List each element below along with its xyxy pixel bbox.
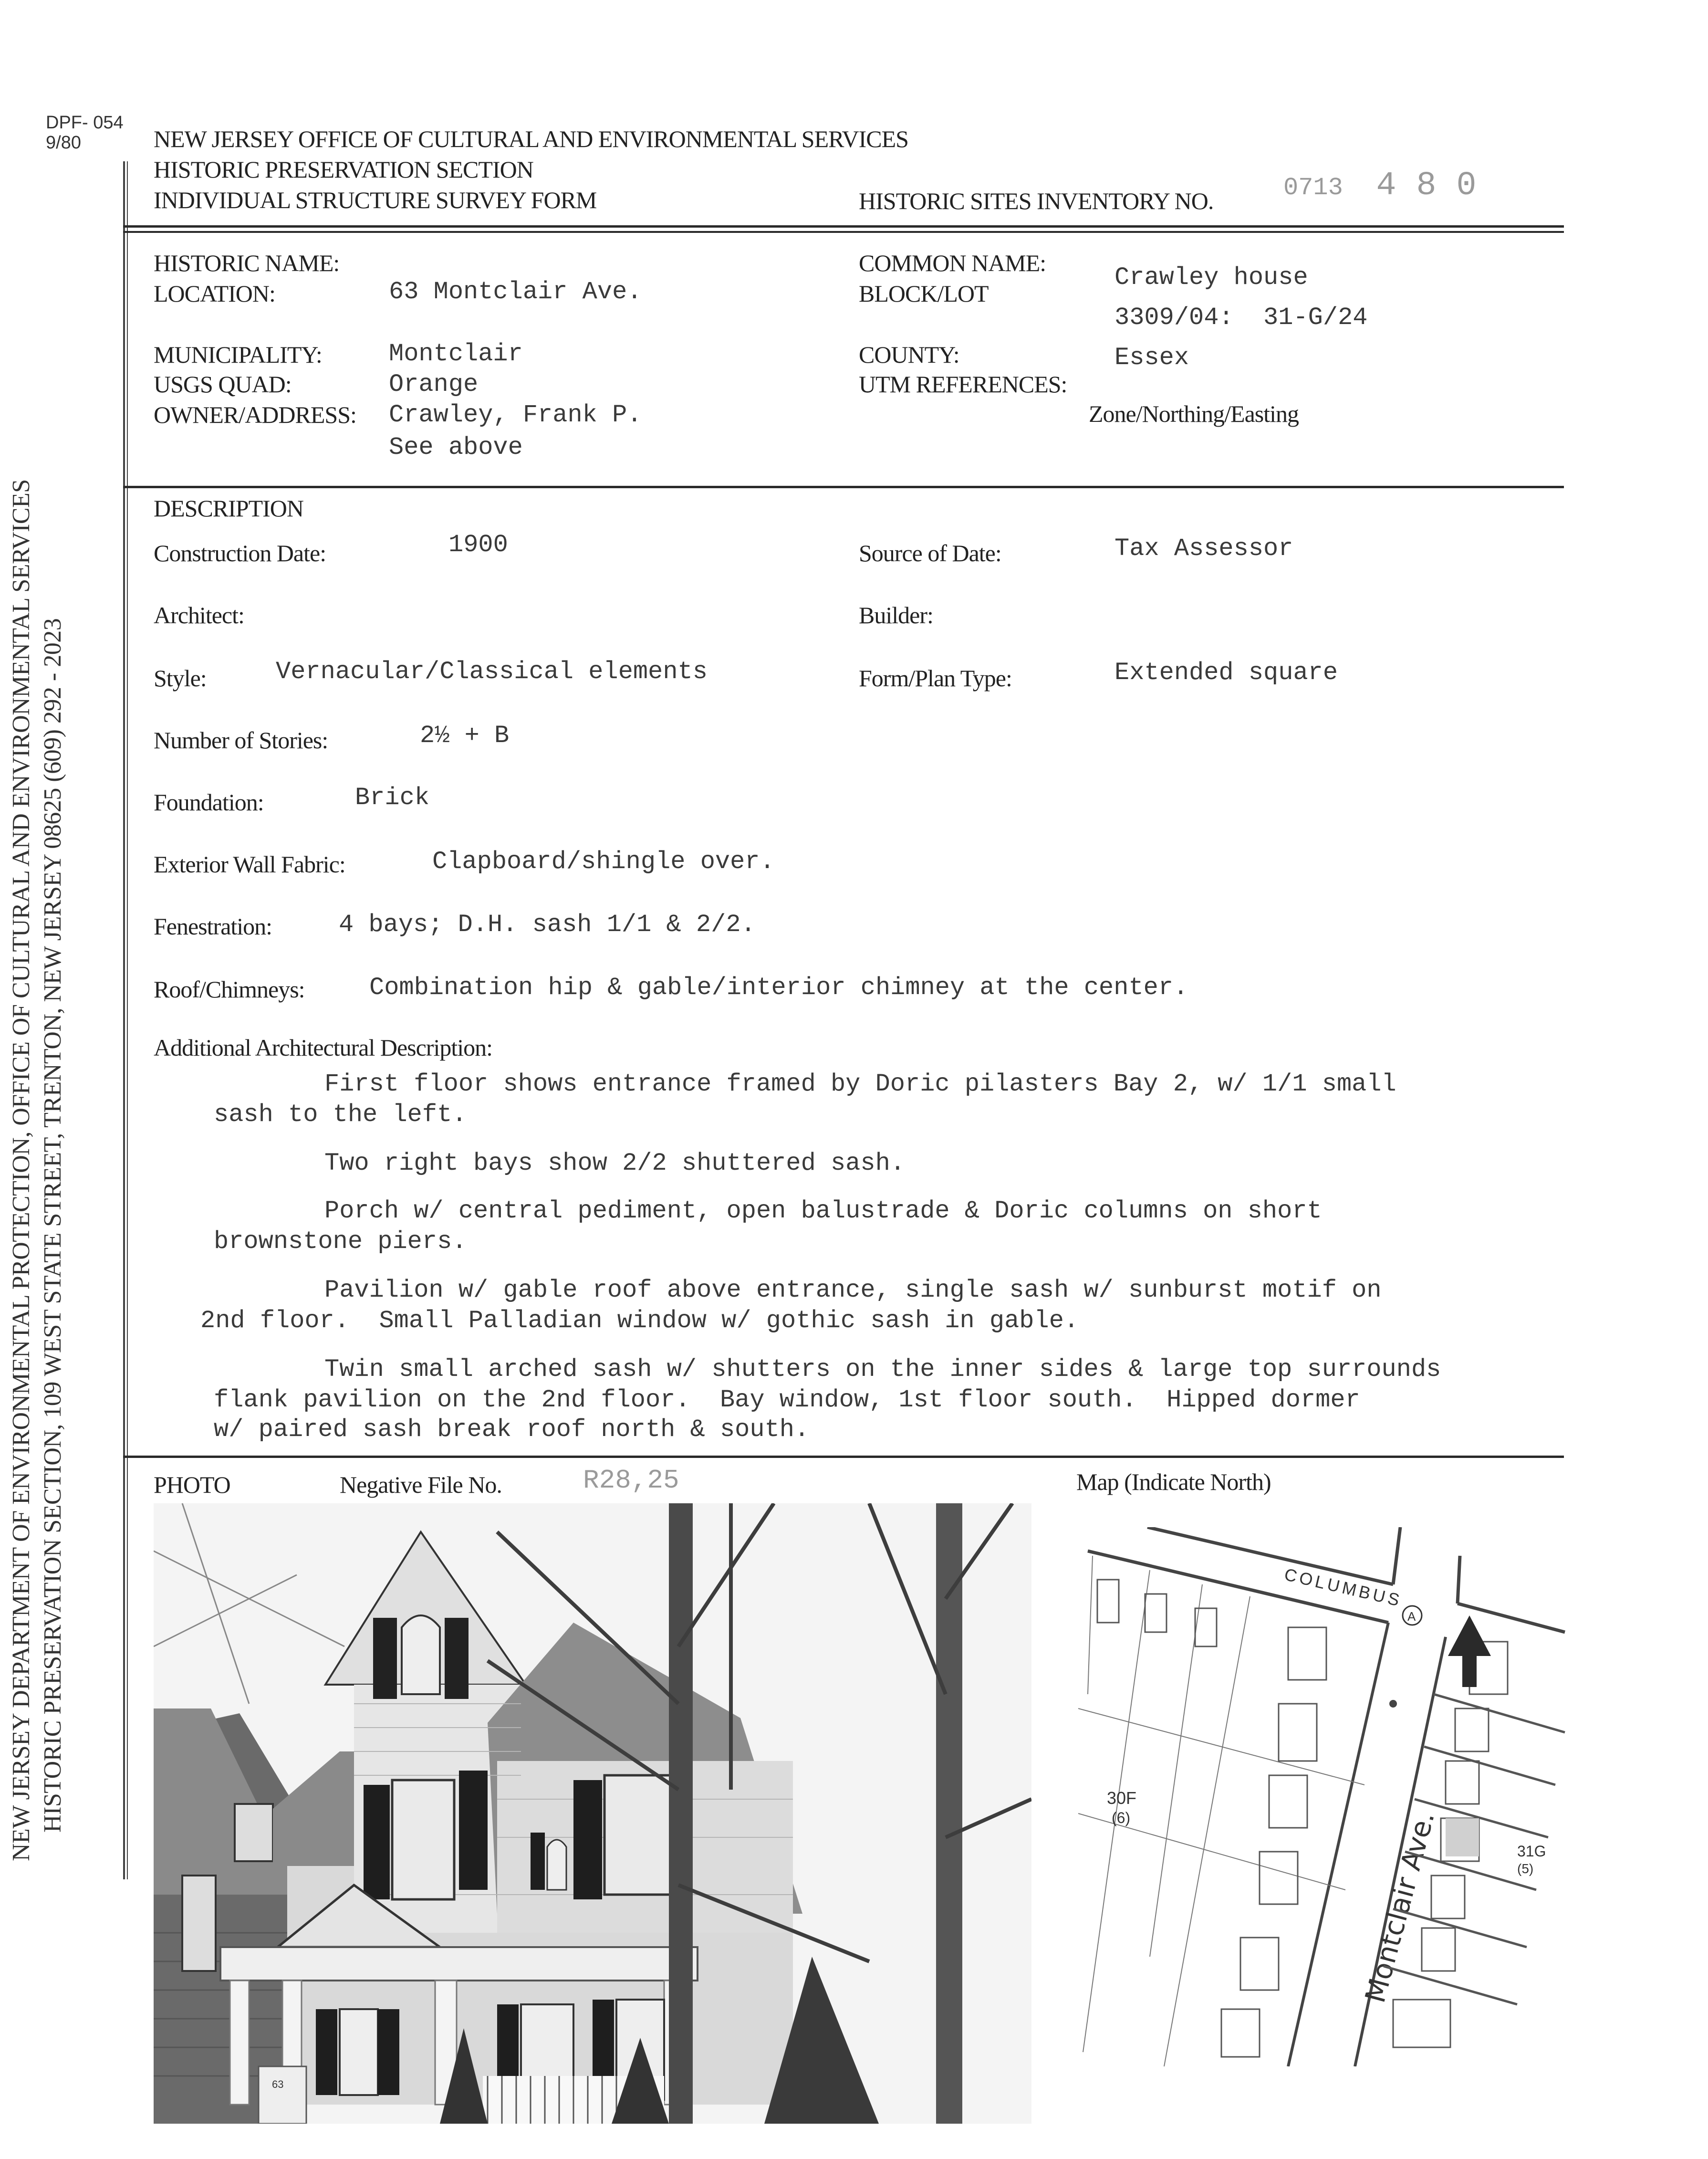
house-number: 63 bbox=[272, 2078, 284, 2090]
section-title: HISTORIC PRESERVATION SECTION bbox=[154, 156, 533, 183]
common-name-label: COMMON NAME: bbox=[859, 250, 1046, 276]
owner-address-value: See above bbox=[389, 433, 523, 461]
form-title: INDIVIDUAL STRUCTURE SURVEY FORM bbox=[154, 187, 597, 213]
map-marker-label: A bbox=[1407, 1609, 1416, 1624]
negative-file-number: R28,25 bbox=[583, 1465, 679, 1496]
form-revision: 9/80 bbox=[46, 133, 81, 153]
stories-label: Number of Stories: bbox=[154, 727, 328, 754]
map-block-30f-sub: (6) bbox=[1112, 1809, 1131, 1826]
construction-date-value: 1900 bbox=[448, 531, 508, 559]
county-label: COUNTY: bbox=[859, 341, 959, 368]
form-code bbox=[46, 113, 124, 153]
inventory-label: HISTORIC SITES INVENTORY NO. bbox=[859, 188, 1214, 214]
additional-line: Two right bays show 2/2 shuttered sash. bbox=[324, 1149, 905, 1177]
map-street-columbus: COLUMBUS bbox=[1282, 1564, 1404, 1611]
form-number: DPF- 054 bbox=[46, 113, 124, 133]
photo-label: PHOTO bbox=[154, 1471, 230, 1498]
historic-name-label: HISTORIC NAME: bbox=[154, 250, 340, 276]
map-label: Map (Indicate North) bbox=[1076, 1468, 1271, 1495]
stories-value: 2½ + B bbox=[420, 722, 510, 750]
north-arrow-icon bbox=[1448, 1615, 1491, 1687]
block-lot-value: 3309/04: 31-G/24 bbox=[1114, 304, 1368, 332]
usgs-quad-label: USGS QUAD: bbox=[154, 371, 292, 398]
utm-label: UTM REFERENCES: bbox=[859, 371, 1067, 398]
usgs-quad-value: Orange bbox=[389, 370, 479, 398]
builder-label: Builder: bbox=[859, 602, 933, 629]
map-street-montclair: Montclair Ave. bbox=[1358, 1808, 1441, 2006]
owner-label: OWNER/ADDRESS: bbox=[154, 401, 356, 428]
additional-line: flank pavilion on the 2nd floor. Bay window, 1st floor south. Hipped dormer bbox=[214, 1386, 1360, 1414]
map-block-31g-sub: (5) bbox=[1517, 1861, 1534, 1876]
location-label: LOCATION: bbox=[154, 280, 275, 307]
sidebar-line-department: NEW JERSEY DEPARTMENT OF ENVIRONMENTAL PROTECTION, OFFICE OF CULTURAL AND ENVIRONMENTAL SERVICES bbox=[8, 479, 35, 1861]
municipality-value: Montclair bbox=[389, 340, 523, 368]
additional-line: sash to the left. bbox=[214, 1100, 467, 1129]
left-border-rule-inner bbox=[127, 161, 128, 1879]
identification-rule bbox=[123, 486, 1564, 488]
map-block-30f: 30F bbox=[1107, 1788, 1137, 1808]
municipality-label: MUNICIPALITY: bbox=[154, 341, 322, 368]
block-lot-label: BLOCK/LOT bbox=[859, 280, 989, 307]
wall-fabric-label: Exterior Wall Fabric: bbox=[154, 851, 345, 878]
source-of-date-label: Source of Date: bbox=[859, 540, 1001, 566]
left-border-rule bbox=[123, 161, 125, 1879]
additional-line: 2nd floor. Small Palladian window w/ gothic sash in gable. bbox=[200, 1307, 1079, 1335]
foundation-value: Brick bbox=[355, 784, 430, 812]
roof-label: Roof/Chimneys: bbox=[154, 976, 305, 1003]
utm-subheading: Zone/Northing/Easting bbox=[1089, 400, 1299, 427]
negative-file-label: Negative File No. bbox=[340, 1471, 502, 1498]
agency-title: NEW JERSEY OFFICE OF CULTURAL AND ENVIRONMENTAL SERVICES bbox=[154, 126, 908, 152]
fenestration-label: Fenestration: bbox=[154, 913, 272, 940]
form-plan-label: Form/Plan Type: bbox=[859, 665, 1012, 692]
location-value: 63 Montclair Ave. bbox=[389, 278, 642, 306]
header-rule-bottom bbox=[123, 231, 1564, 233]
additional-line: brownstone piers. bbox=[214, 1227, 467, 1256]
inventory-prefix: 0713 bbox=[1283, 174, 1343, 202]
form-plan-value: Extended square bbox=[1114, 659, 1338, 687]
inventory-number bbox=[1283, 167, 1477, 205]
fenestration-value: 4 bays; D.H. sash 1/1 & 2/2. bbox=[339, 911, 756, 939]
common-name-value: Crawley house bbox=[1114, 263, 1308, 292]
additional-description-label: Additional Architectural Description: bbox=[154, 1034, 493, 1061]
additional-line: w/ paired sash break roof north & south. bbox=[214, 1415, 810, 1444]
sidebar-address bbox=[6, 382, 69, 1861]
inventory-digits: 4 8 0 bbox=[1376, 167, 1477, 205]
subject-property bbox=[1446, 1818, 1479, 1856]
additional-line: Twin small arched sash w/ shutters on the inner sides & large top surrounds bbox=[324, 1355, 1441, 1383]
additional-line: Pavilion w/ gable roof above entrance, single sash w/ sunburst motif on bbox=[324, 1276, 1382, 1304]
county-value: Essex bbox=[1114, 344, 1189, 372]
map-block-31g: 31G bbox=[1517, 1843, 1546, 1860]
additional-line: First floor shows entrance framed by Doric pilasters Bay 2, w/ 1/1 small bbox=[324, 1070, 1396, 1098]
additional-line: Porch w/ central pediment, open balustrade & Doric columns on short bbox=[324, 1197, 1322, 1225]
map-hydrant-dot bbox=[1389, 1700, 1397, 1708]
header-rule-top bbox=[123, 225, 1564, 228]
description-rule bbox=[123, 1456, 1564, 1458]
location-map bbox=[1078, 1527, 1574, 2066]
foundation-label: Foundation: bbox=[154, 789, 264, 816]
description-heading: DESCRIPTION bbox=[154, 495, 304, 522]
sidebar-line-address: HISTORIC PRESERVATION SECTION, 109 WEST STATE STREET, TRENTON, NEW JERSEY 08625 (609) 292 - 2023 bbox=[39, 618, 66, 1833]
roof-value: Combination hip & gable/interior chimney at the center. bbox=[369, 974, 1188, 1002]
source-of-date-value: Tax Assessor bbox=[1114, 535, 1293, 563]
owner-value: Crawley, Frank P. bbox=[389, 401, 642, 429]
style-label: Style: bbox=[154, 665, 207, 692]
house-photo bbox=[154, 1503, 1031, 2124]
architect-label: Architect: bbox=[154, 602, 244, 629]
construction-date-label: Construction Date: bbox=[154, 540, 326, 566]
style-value: Vernacular/Classical elements bbox=[276, 658, 708, 686]
wall-fabric-value: Clapboard/shingle over. bbox=[432, 848, 775, 876]
